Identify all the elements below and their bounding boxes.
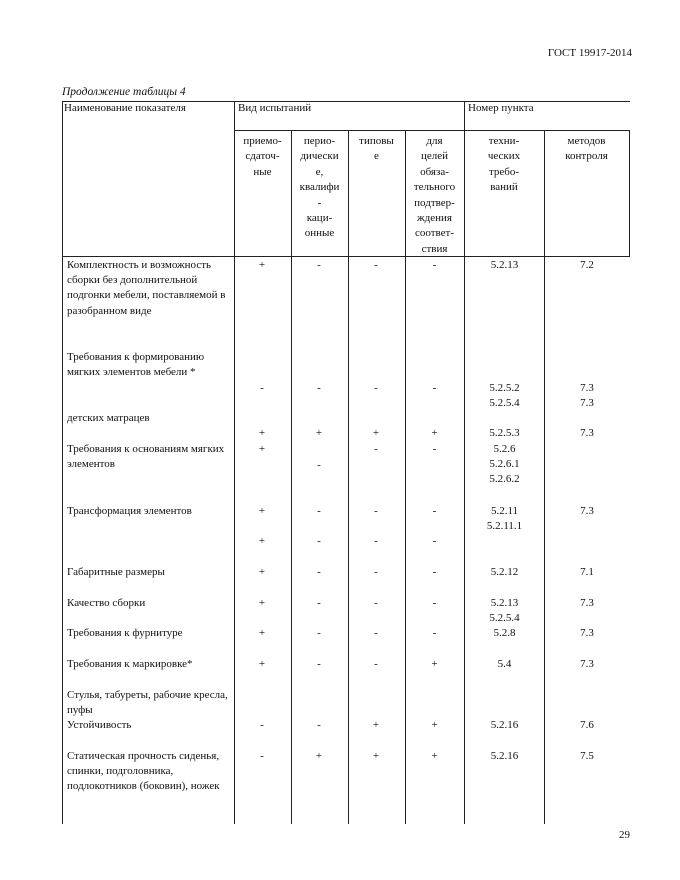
- cell-acceptance: +: [258, 566, 266, 578]
- header-acceptance: приемо- сдаточ- ные: [243, 135, 282, 178]
- cell-acceptance: +: [258, 658, 266, 670]
- cell-tech-req: 5.2.6 5.2.6.1 5.2.6.2: [489, 443, 520, 486]
- row-name: Статическая прочность сиденья, спинки, подголовника, подлокотников (боковин), ножек: [67, 750, 220, 793]
- cell-tech-req: 5.2.8: [493, 627, 516, 639]
- row-name: Требования к основаниям мягких элементов: [67, 443, 225, 471]
- cell-tech-req: 5.2.13 5.2.5.4: [489, 597, 520, 625]
- cell-acceptance: +: [258, 597, 266, 609]
- row-name: детских матрацев: [67, 412, 150, 424]
- row-name: Требования к маркировке*: [67, 658, 193, 670]
- cell-tech-req: 5.4: [497, 658, 512, 670]
- row-name: Требования к фурнитуре: [67, 627, 183, 639]
- cell-methods: 7.3: [580, 627, 594, 639]
- cell-tech-req: 5.2.5.3: [489, 427, 520, 439]
- cell-methods: 7.2: [580, 259, 594, 271]
- cell-methods: 7.3: [580, 505, 594, 517]
- cell-periodic: -: [317, 597, 321, 609]
- cell-acceptance: +: [258, 427, 266, 439]
- header-periodic: перио- дически e, квалифи - каци- онные: [299, 135, 340, 240]
- row-name: Устойчивость: [67, 719, 132, 731]
- cell-confirmation: -: [432, 382, 437, 394]
- cell-methods: 7.1: [580, 566, 594, 578]
- cell-periodic: +: [315, 427, 323, 439]
- cell-acceptance: -: [260, 750, 264, 762]
- cell-tech-req: 5.2.12: [490, 566, 519, 578]
- row-name: Качество сборки: [67, 597, 146, 609]
- cell-confirmation: -: [432, 566, 437, 578]
- grid-line: [234, 101, 235, 824]
- table-caption: Продолжение таблицы 4: [62, 86, 186, 98]
- cell-acceptance: +: [258, 259, 266, 271]
- cell-methods: 7.3: [580, 597, 594, 609]
- cell-type: +: [372, 427, 380, 439]
- cell-acceptance: +: [258, 535, 266, 547]
- row-name: Комплектность и возможность сборки без дополнительной подгонки мебели, поставляемой в разобранном виде: [67, 259, 226, 317]
- cell-periodic: -: [317, 627, 321, 639]
- cell-periodic: -: [317, 459, 321, 471]
- cell-confirmation: +: [431, 719, 438, 731]
- cell-type: -: [374, 443, 378, 455]
- cell-confirmation: +: [431, 427, 438, 439]
- cell-type: +: [372, 719, 380, 731]
- cell-confirmation: -: [432, 597, 437, 609]
- header-name: Наименование показателя: [64, 102, 186, 114]
- cell-acceptance: +: [258, 627, 266, 639]
- row-name: Габаритные размеры: [67, 566, 165, 578]
- cell-periodic: -: [317, 719, 321, 731]
- cell-methods: 7.5: [580, 750, 594, 762]
- cell-confirmation: +: [431, 750, 438, 762]
- cell-tech-req: 5.2.16: [490, 719, 519, 731]
- header-type: типовы e: [359, 135, 394, 163]
- cell-methods: 7.3: [580, 658, 594, 670]
- cell-type: -: [374, 627, 378, 639]
- page-number: 29: [619, 829, 630, 841]
- row-name: Трансформация элементов: [67, 505, 192, 517]
- standard-number: ГОСТ 19917-2014: [547, 47, 632, 59]
- subheader-rule: [234, 130, 630, 131]
- cell-type: +: [372, 750, 380, 762]
- cell-confirmation: -: [432, 259, 437, 271]
- cell-acceptance: +: [258, 505, 266, 517]
- cell-tech-req: 5.2.13: [490, 259, 519, 271]
- row-name: Стулья, табуреты, рабочие кресла, пуфы: [67, 689, 228, 717]
- cell-methods: 7.3 7.3: [580, 382, 594, 410]
- cell-periodic: -: [317, 535, 321, 547]
- row-name: Требования к формированию мягких элементов мебели *: [67, 351, 205, 379]
- cell-acceptance: -: [260, 382, 264, 394]
- cell-methods: 7.6: [580, 719, 594, 731]
- cell-type: -: [374, 658, 378, 670]
- cell-type: -: [374, 566, 378, 578]
- cell-acceptance: -: [260, 719, 264, 731]
- cell-confirmation: -: [432, 535, 437, 547]
- grid-line: [62, 101, 63, 824]
- cell-type: -: [374, 382, 378, 394]
- cell-type: -: [374, 535, 378, 547]
- cell-type: -: [374, 259, 378, 271]
- header-confirmation: для целей обяза- тельного подтвер- ждения соответ- ствия: [413, 135, 456, 255]
- cell-tech-req: 5.2.16: [490, 750, 519, 762]
- header-methods: методов контроля: [565, 135, 608, 163]
- cell-periodic: -: [317, 259, 321, 271]
- cell-confirmation: -: [432, 443, 437, 455]
- cell-confirmation: -: [432, 505, 437, 517]
- header-tech-req: техни- ческих требо- ваний: [487, 135, 521, 194]
- cell-methods: 7.3: [580, 427, 594, 439]
- cell-periodic: +: [315, 750, 323, 762]
- cell-type: -: [374, 505, 378, 517]
- cell-tech-req: 5.2.5.2 5.2.5.4: [489, 382, 520, 410]
- cell-periodic: -: [317, 382, 321, 394]
- header-test-types: Вид испытаний: [238, 102, 312, 114]
- cell-confirmation: +: [431, 658, 438, 670]
- cell-type: -: [374, 597, 378, 609]
- cell-periodic: -: [317, 505, 321, 517]
- header-item-number: Номер пункта: [468, 102, 534, 114]
- grid-line: [629, 130, 630, 256]
- cell-confirmation: -: [432, 627, 437, 639]
- cell-periodic: -: [317, 566, 321, 578]
- cell-tech-req: 5.2.11 5.2.11.1: [486, 505, 523, 533]
- cell-acceptance: +: [258, 443, 266, 455]
- cell-periodic: -: [317, 658, 321, 670]
